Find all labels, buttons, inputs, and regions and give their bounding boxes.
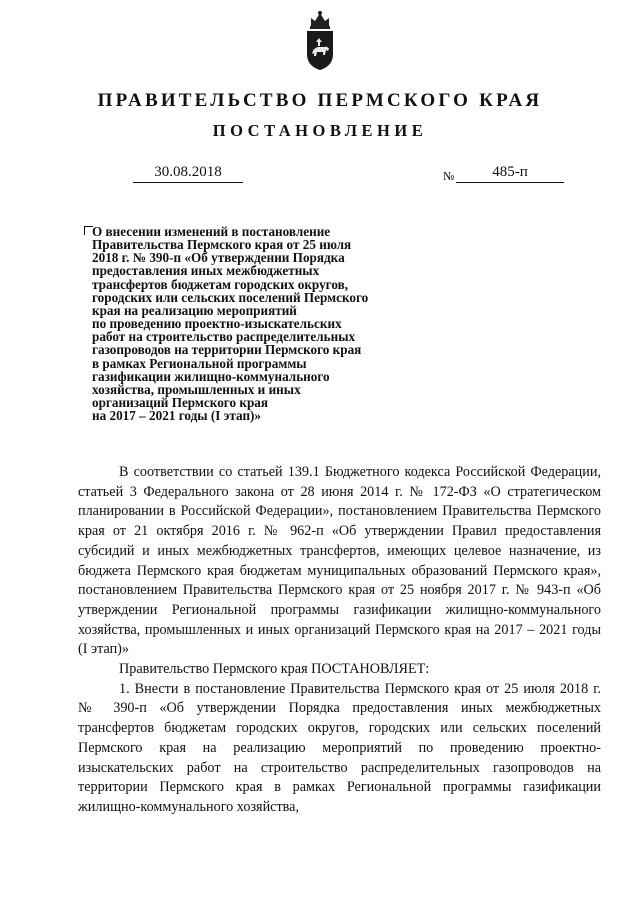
subject-line: по проведению проектно-изыскательских	[92, 316, 342, 332]
number-label: №	[443, 169, 455, 183]
document-subject	[92, 225, 402, 422]
subject-line: хозяйства, промышленных и иных	[92, 381, 301, 397]
subject-line: края на реализацию мероприятий	[92, 302, 297, 318]
government-title: ПРАВИТЕЛЬСТВО ПЕРМСКОГО КРАЯ	[97, 90, 543, 111]
subject-line: О внесении изменений в постановление	[92, 224, 331, 239]
subject-line: газопроводов на территории Пермского края	[92, 342, 362, 358]
subject-line: Правительства Пермского края от 25 июля	[92, 237, 352, 253]
decree-line: Правительство Пермского края ПОСТАНОВЛЯЕТ:	[119, 661, 430, 678]
preamble-paragraph: В соответствии со статьей 139.1 Бюджетного кодекса Российской Федерации, статьей 3 Федерального закона от 28 июня 2014 г. № 172-ФЗ «О стратегическом планировании в Российской Федерации», постановлением Правительства Пермского края от 21 октября 2016 г. № 962-п «Об утверждении Правил предоставления субсидий и иных межбюджетных трансфертов, имеющих целевое назначение, из бюджета Пермского края бюджетам муниципальных образований Пермского края», постановлением Правительства Пермского края от 25 ноября 2017 г. № 943-п «Об утверждении Региональной программы газификации жилищно-коммунального хозяйства, промышленных и иных организаций Пермского края на 2017 – 2021 годы (I этап)»	[78, 464, 601, 658]
document-date: 30.08.2018	[133, 163, 243, 183]
subject-line: газификации жилищно-коммунального	[92, 368, 330, 384]
subject-line: 2018 г. № 390-п «Об утверждении Порядка	[92, 250, 345, 266]
document-body	[78, 463, 601, 818]
subject-line: на 2017 – 2021 годы (I этап)»	[92, 408, 262, 424]
document-type: ПОСТАНОВЛЕНИЕ	[212, 121, 428, 140]
document-number: 485-п	[456, 163, 564, 183]
subject-line: работ на строительство распределительных	[92, 329, 356, 345]
subject-line: городских или сельских поселений Пермского	[92, 289, 369, 305]
subject-line: в рамках Региональной программы	[92, 355, 307, 371]
subject-line: трансфертов бюджетам городских округов,	[92, 276, 349, 292]
clause-1-paragraph: 1. Внести в постановление Правительства Пермского края от 25 июля 2018 г. № 390-п «Об утверждении Порядка предоставления иных межбюджетных трансфертов бюджетам городских округов, городских или сельских поселений Пермского края на реализацию мероприятий по проведению проектно-изыскательских работ на строительство распределительных газопроводов на территории Пермского края в рамках Региональной программы газификации жилищно-коммунального хозяйства,	[78, 680, 601, 815]
coat-of-arms-icon	[302, 10, 338, 72]
subject-line: предоставления иных межбюджетных	[92, 263, 320, 279]
subject-line: организаций Пермского края	[92, 395, 269, 411]
